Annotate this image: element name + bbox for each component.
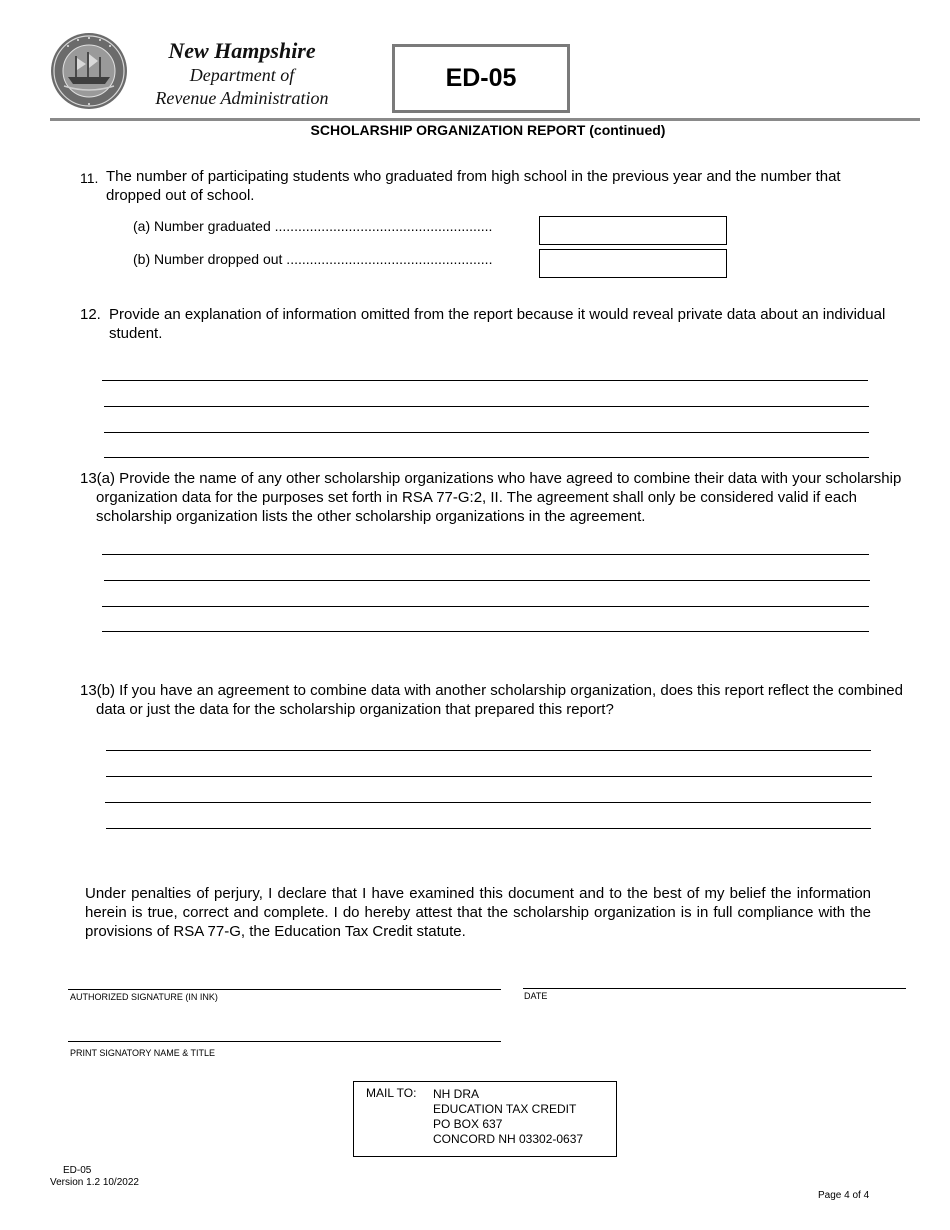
- signature-line[interactable]: [68, 989, 501, 990]
- q13a-answer-line[interactable]: [102, 606, 869, 607]
- mail-to-label: MAIL TO:: [366, 1086, 417, 1100]
- q13a-text: 13(a) Provide the name of any other scholarship organizations who have agreed to combine their data with your scholarship organization data for the purposes set forth in RSA 77-G:2, II. The agreement shall only be considered valid if each scholarship organization lists the other scholarship organizations in the agreement.: [80, 470, 902, 525]
- mailing-address: [433, 1087, 583, 1147]
- q12-answer-line[interactable]: [104, 457, 869, 458]
- date-line[interactable]: [523, 988, 906, 989]
- print-name-line[interactable]: [68, 1041, 501, 1042]
- address-line-1: NH DRA: [433, 1087, 480, 1101]
- q11b-label: (b) Number dropped out .....................................................: [133, 251, 493, 267]
- q13b-answer-line[interactable]: [106, 828, 871, 829]
- header-divider: [50, 118, 920, 121]
- q11-text: The number of participating students who graduated from high school in the previous year and the number that dropped out of school.: [106, 168, 841, 204]
- form-id-box: [392, 44, 570, 113]
- q12-text: Provide an explanation of information omitted from the report because it would reveal private data about an individual student.: [109, 306, 886, 342]
- form-id: ED-05: [445, 64, 517, 92]
- agency-line-3: Revenue Administration: [155, 88, 329, 108]
- agency-line-2: Department of: [189, 65, 295, 85]
- q13b-text: 13(b) If you have an agreement to combine data with another scholarship organization, does this report reflect the combined data or just the data for the scholarship organization that prepared this report?: [80, 682, 903, 718]
- page-title: SCHOLARSHIP ORGANIZATION REPORT (continued): [310, 122, 666, 138]
- q13b-answer-line[interactable]: [106, 776, 872, 777]
- agency-name: [132, 38, 352, 110]
- mailing-address-box: [353, 1081, 617, 1157]
- address-line-2: EDUCATION TAX CREDIT: [433, 1102, 577, 1116]
- address-line-4: CONCORD NH 03302-0637: [433, 1132, 584, 1146]
- q13b-answer-line[interactable]: [105, 802, 871, 803]
- q12-number: 12.: [80, 306, 101, 323]
- footer-form-id: ED-05: [63, 1165, 92, 1176]
- page-number: Page 4 of 4: [818, 1190, 870, 1201]
- state-seal: [50, 32, 128, 110]
- signature-label: AUTHORIZED SIGNATURE (IN INK): [70, 992, 218, 1002]
- date-label: DATE: [524, 991, 548, 1001]
- perjury-declaration: Under penalties of perjury, I declare that I have examined this document and to the best of my belief the information herein is true, correct and complete. I do hereby attest that the scholarship organization is in full compliance with the provisions of RSA 77-G, the Education Tax Credit statute.: [85, 885, 871, 940]
- q13b-answer-line[interactable]: [106, 750, 871, 751]
- q11a-graduated-input[interactable]: [539, 216, 727, 245]
- print-name-label: PRINT SIGNATORY NAME & TITLE: [70, 1048, 216, 1058]
- q12-answer-line[interactable]: [104, 406, 869, 407]
- q11-number: 11.: [80, 170, 99, 186]
- q11a-label: (a) Number graduated ........................................................: [133, 218, 493, 234]
- q13a-answer-line[interactable]: [102, 631, 869, 632]
- q11b-dropped-out-input[interactable]: [539, 249, 727, 278]
- q12-answer-line[interactable]: [104, 432, 869, 433]
- q13a-answer-line[interactable]: [102, 554, 869, 555]
- q13a-answer-line[interactable]: [104, 580, 870, 581]
- agency-line-1: New Hampshire: [168, 38, 316, 63]
- footer-version: Version 1.2 10/2022: [50, 1177, 139, 1188]
- address-line-3: PO BOX 637: [433, 1117, 503, 1131]
- q12-answer-line[interactable]: [102, 380, 868, 381]
